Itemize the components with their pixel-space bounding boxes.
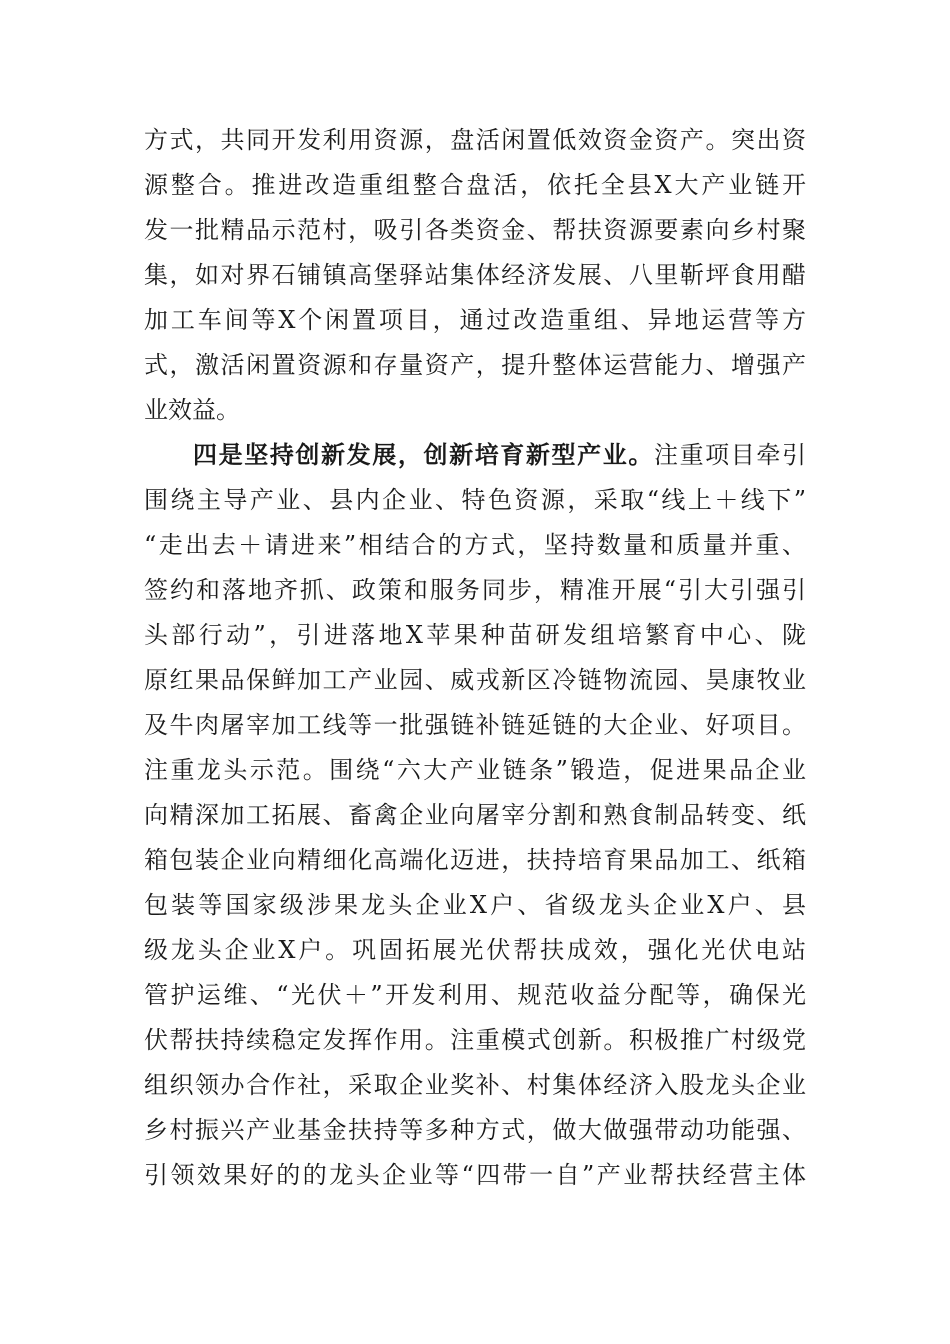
text-line: 伏帮扶持续稳定发挥作用。注重模式创新。积极推广村级党: [144, 1026, 806, 1054]
text-line: 注重龙头示范。围绕“六大产业链条”锻造，促进果品企业: [144, 756, 806, 784]
paragraph-first-line: [193, 437, 806, 473]
text-line: 级龙头企业X户。巩固拓展光伏帮扶成效，强化光伏电站: [144, 936, 806, 964]
text-line: 围绕主导产业、县内企业、特色资源，采取“线上＋线下”: [144, 486, 806, 514]
text-line: 发一批精品示范村，吸引各类资金、帮扶资源要素向乡村聚: [144, 216, 806, 244]
text-line: 加工车间等X个闲置项目，通过改造重组、异地运营等方: [144, 306, 806, 334]
text-line: 源整合。推进改造重组整合盘活，依托全县X大产业链开: [144, 171, 806, 199]
text-line: 及牛肉屠宰加工线等一批强链补链延链的大企业、好项目。: [144, 711, 806, 739]
text-line: 方式，共同开发利用资源，盘活闲置低效资金资产。突出资: [144, 126, 806, 154]
text-line: 乡村振兴产业基金扶持等多种方式，做大做强带动功能强、: [144, 1116, 806, 1144]
text-line: 签约和落地齐抓、政策和服务同步，精准开展“引大引强引: [144, 576, 806, 604]
text-line: 管护运维、“光伏＋”开发利用、规范收益分配等，确保光: [144, 981, 806, 1009]
text-line: 头部行动”，引进落地X苹果种苗研发组培繁育中心、陇: [144, 621, 806, 649]
text-line: 组织领办合作社，采取企业奖补、村集体经济入股龙头企业: [144, 1071, 806, 1099]
text-line: 向精深加工拓展、畜禽企业向屠宰分割和熟食制品转变、纸: [144, 801, 806, 829]
heading-line-rest: 注重项目牵引: [653, 441, 807, 469]
text-line: 引领效果好的的龙头企业等“四带一自”产业帮扶经营主体: [144, 1161, 806, 1189]
text-line: 箱包装企业向精细化高端化迈进，扶持培育果品加工、纸箱: [144, 846, 806, 874]
text-line: 式，激活闲置资源和存量资产，提升整体运营能力、增强产: [144, 351, 806, 379]
text-line: “走出去＋请进来”相结合的方式，坚持数量和质量并重、: [144, 531, 806, 559]
text-line: 集，如对界石铺镇高堡驿站集体经济发展、八里靳坪食用醋: [144, 261, 806, 289]
text-line: 原红果品保鲜加工产业园、威戎新区冷链物流园、昊康牧业: [144, 666, 806, 694]
text-line: 包装等国家级涉果龙头企业X户、省级龙头企业X户、县: [144, 891, 806, 919]
section-heading: 四是坚持创新发展，创新培育新型产业。: [193, 440, 654, 469]
text-line: 业效益。: [144, 396, 240, 424]
